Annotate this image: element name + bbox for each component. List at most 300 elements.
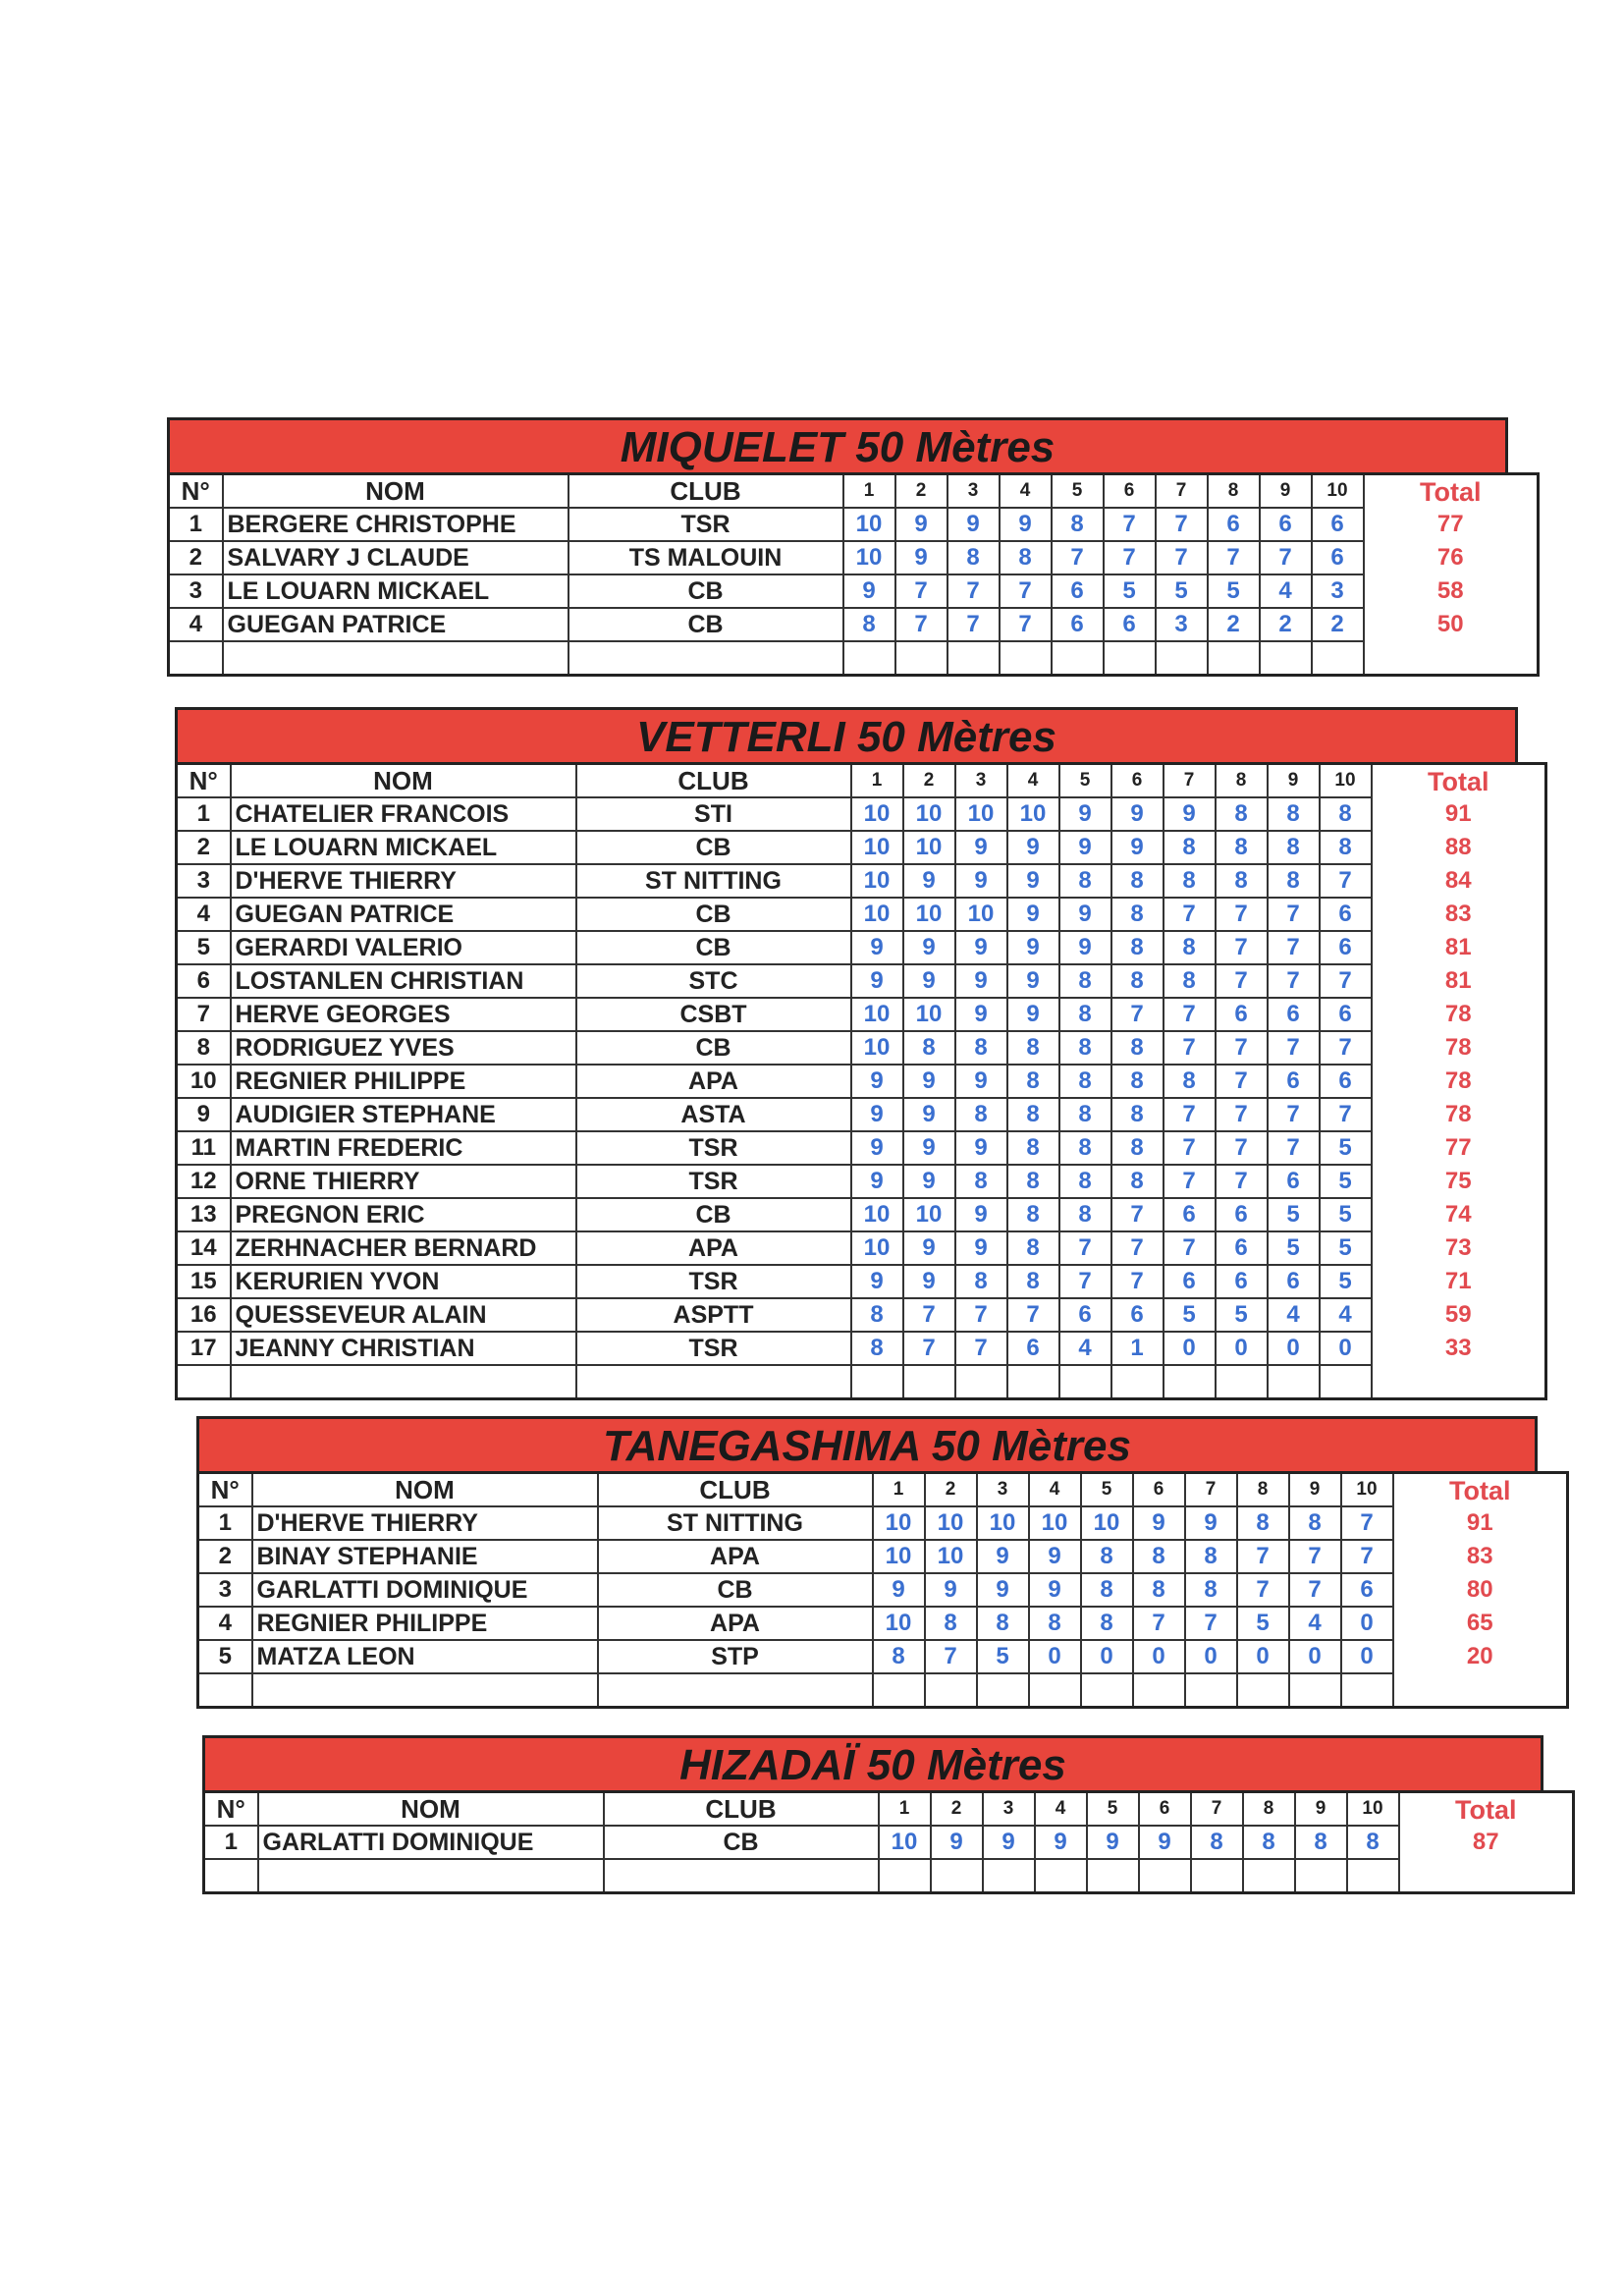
empty-cell xyxy=(1320,1365,1372,1399)
score-cell: 9 xyxy=(1133,1506,1185,1540)
score-cell: 9 xyxy=(1111,797,1164,831)
score-cell: 7 xyxy=(955,1298,1007,1332)
score-cell: 7 xyxy=(1164,1131,1216,1165)
score-cell: 9 xyxy=(925,1573,977,1607)
score-cell: 9 xyxy=(903,931,955,964)
score-cell: 7 xyxy=(1260,541,1312,574)
table-row xyxy=(177,964,1546,998)
score-cell: 9 xyxy=(977,1573,1029,1607)
score-cell: 0 xyxy=(1185,1640,1237,1673)
score-cell: 8 xyxy=(1216,864,1268,898)
score-cell: 8 xyxy=(1059,1198,1111,1231)
round-header: 1 xyxy=(851,764,903,798)
total-cell: 84 xyxy=(1372,864,1546,898)
table-row xyxy=(177,931,1546,964)
score-cell: 8 xyxy=(1216,797,1268,831)
score-cell: 8 xyxy=(1111,931,1164,964)
score-cell: 8 xyxy=(1164,864,1216,898)
table-row xyxy=(177,864,1546,898)
section-title: MIQUELET 50 Mètres xyxy=(167,417,1508,472)
score-cell: 0 xyxy=(1133,1640,1185,1673)
score-cell: 8 xyxy=(1216,831,1268,864)
total-cell: 77 xyxy=(1372,1131,1546,1165)
empty-cell xyxy=(843,641,895,676)
table-row xyxy=(177,998,1546,1031)
score-cell: 10 xyxy=(851,898,903,931)
club-cell: CB xyxy=(576,831,851,864)
score-cell: 8 xyxy=(1164,1065,1216,1098)
score-cell: 8 xyxy=(1029,1607,1081,1640)
score-cell: 5 xyxy=(1237,1607,1289,1640)
round-header: 10 xyxy=(1312,474,1364,509)
empty-cell xyxy=(1372,1365,1546,1399)
score-cell: 8 xyxy=(1059,1165,1111,1198)
empty-cell xyxy=(1208,641,1260,676)
rank-cell: 8 xyxy=(177,1031,231,1065)
name-cell: BINAY STEPHANIE xyxy=(252,1540,598,1573)
score-cell: 9 xyxy=(1029,1540,1081,1573)
score-cell: 5 xyxy=(1320,1231,1372,1265)
total-cell: 59 xyxy=(1372,1298,1546,1332)
empty-cell xyxy=(1111,1365,1164,1399)
score-cell: 10 xyxy=(903,1198,955,1231)
score-cell: 8 xyxy=(1133,1540,1185,1573)
score-cell: 9 xyxy=(851,964,903,998)
score-cell: 6 xyxy=(1216,1265,1268,1298)
name-cell: MATZA LEON xyxy=(252,1640,598,1673)
score-cell: 9 xyxy=(977,1540,1029,1573)
total-cell: 83 xyxy=(1393,1540,1568,1573)
club-cell: CB xyxy=(576,931,851,964)
club-cell: CB xyxy=(576,898,851,931)
table-row xyxy=(169,574,1539,608)
score-cell: 8 xyxy=(1007,1065,1059,1098)
score-cell: 7 xyxy=(1268,931,1320,964)
total-cell: 58 xyxy=(1364,574,1539,608)
empty-cell xyxy=(1156,641,1208,676)
rank-cell: 4 xyxy=(169,608,223,641)
score-cell: 10 xyxy=(873,1540,925,1573)
score-cell: 9 xyxy=(903,1165,955,1198)
total-cell: 78 xyxy=(1372,1098,1546,1131)
score-cell: 6 xyxy=(1268,1065,1320,1098)
score-cell: 9 xyxy=(1007,864,1059,898)
round-header: 2 xyxy=(895,474,947,509)
club-cell: TS MALOUIN xyxy=(568,541,843,574)
score-cell: 9 xyxy=(903,1098,955,1131)
score-cell: 6 xyxy=(1111,1298,1164,1332)
rank-cell: 2 xyxy=(169,541,223,574)
rank-cell: 16 xyxy=(177,1298,231,1332)
score-cell: 6 xyxy=(1059,1298,1111,1332)
club-cell: STC xyxy=(576,964,851,998)
total-cell: 50 xyxy=(1364,608,1539,641)
empty-cell xyxy=(576,1365,851,1399)
score-cell: 8 xyxy=(1289,1506,1341,1540)
score-cell: 7 xyxy=(1111,1231,1164,1265)
club-cell: STI xyxy=(576,797,851,831)
score-cell: 2 xyxy=(1260,608,1312,641)
score-cell: 8 xyxy=(1059,864,1111,898)
score-cell: 7 xyxy=(1268,1031,1320,1065)
empty-cell xyxy=(1347,1859,1399,1893)
score-cell: 7 xyxy=(1216,964,1268,998)
score-cell: 7 xyxy=(1320,964,1372,998)
section-tanegashima xyxy=(196,1416,1538,1709)
score-cell: 9 xyxy=(955,998,1007,1031)
round-header: 3 xyxy=(955,764,1007,798)
club-cell: APA xyxy=(598,1607,873,1640)
score-cell: 5 xyxy=(1320,1131,1372,1165)
score-cell: 6 xyxy=(1052,608,1104,641)
score-cell: 7 xyxy=(1216,1098,1268,1131)
empty-cell xyxy=(204,1859,258,1893)
score-cell: 9 xyxy=(895,541,947,574)
rank-cell: 15 xyxy=(177,1265,231,1298)
score-cell: 8 xyxy=(1268,864,1320,898)
score-cell: 9 xyxy=(1185,1506,1237,1540)
score-cell: 7 xyxy=(1059,1265,1111,1298)
score-cell: 8 xyxy=(1111,898,1164,931)
total-cell: 33 xyxy=(1372,1332,1546,1365)
total-cell: 71 xyxy=(1372,1265,1546,1298)
round-header: 3 xyxy=(983,1792,1035,1827)
round-header: 7 xyxy=(1185,1473,1237,1507)
score-cell: 7 xyxy=(1000,608,1052,641)
score-cell: 6 xyxy=(1268,1265,1320,1298)
score-cell: 5 xyxy=(1104,574,1156,608)
empty-cell xyxy=(1052,641,1104,676)
score-cell: 7 xyxy=(1320,1098,1372,1131)
score-cell: 7 xyxy=(1237,1540,1289,1573)
score-cell: 9 xyxy=(851,1165,903,1198)
table-row xyxy=(177,1165,1546,1198)
rank-header: N° xyxy=(177,764,231,798)
score-cell: 8 xyxy=(955,1031,1007,1065)
empty-cell xyxy=(873,1673,925,1708)
rank-cell: 12 xyxy=(177,1165,231,1198)
round-header: 2 xyxy=(925,1473,977,1507)
score-cell: 10 xyxy=(903,998,955,1031)
score-cell: 8 xyxy=(1059,1031,1111,1065)
score-cell: 10 xyxy=(851,1031,903,1065)
score-cell: 5 xyxy=(977,1640,1029,1673)
score-cell: 2 xyxy=(1208,608,1260,641)
score-cell: 10 xyxy=(903,797,955,831)
total-header: Total xyxy=(1399,1792,1574,1827)
score-cell: 8 xyxy=(1164,964,1216,998)
name-cell: PREGNON ERIC xyxy=(231,1198,576,1231)
score-cell: 0 xyxy=(1341,1607,1393,1640)
empty-row xyxy=(204,1859,1574,1893)
score-cell: 9 xyxy=(955,1198,1007,1231)
score-cell: 7 xyxy=(1164,1098,1216,1131)
round-header: 9 xyxy=(1260,474,1312,509)
score-cell: 7 xyxy=(1216,1165,1268,1198)
score-cell: 9 xyxy=(1029,1573,1081,1607)
score-cell: 5 xyxy=(1164,1298,1216,1332)
table-row xyxy=(177,1131,1546,1165)
empty-row xyxy=(198,1673,1568,1708)
rank-cell: 17 xyxy=(177,1332,231,1365)
empty-cell xyxy=(925,1673,977,1708)
score-cell: 10 xyxy=(851,797,903,831)
total-cell: 83 xyxy=(1372,898,1546,931)
score-cell: 10 xyxy=(851,831,903,864)
score-cell: 7 xyxy=(1059,1231,1111,1265)
empty-cell xyxy=(1191,1859,1243,1893)
score-cell: 7 xyxy=(895,574,947,608)
rank-cell: 14 xyxy=(177,1231,231,1265)
round-header: 2 xyxy=(903,764,955,798)
score-cell: 8 xyxy=(1007,1031,1059,1065)
section-title: TANEGASHIMA 50 Mètres xyxy=(196,1416,1538,1471)
total-cell: 75 xyxy=(1372,1165,1546,1198)
score-cell: 10 xyxy=(1029,1506,1081,1540)
club-cell: TSR xyxy=(576,1332,851,1365)
score-cell: 6 xyxy=(1007,1332,1059,1365)
score-cell: 7 xyxy=(1216,931,1268,964)
club-cell: CB xyxy=(568,608,843,641)
empty-cell xyxy=(177,1365,231,1399)
score-cell: 10 xyxy=(873,1506,925,1540)
name-cell: ORNE THIERRY xyxy=(231,1165,576,1198)
round-header: 3 xyxy=(977,1473,1029,1507)
score-cell: 8 xyxy=(1185,1573,1237,1607)
round-header: 6 xyxy=(1104,474,1156,509)
score-cell: 7 xyxy=(1268,1131,1320,1165)
empty-cell xyxy=(1104,641,1156,676)
score-cell: 8 xyxy=(1295,1826,1347,1859)
table-row xyxy=(198,1573,1568,1607)
score-cell: 8 xyxy=(1007,1165,1059,1198)
total-cell: 77 xyxy=(1364,508,1539,541)
empty-cell xyxy=(903,1365,955,1399)
total-cell: 80 xyxy=(1393,1573,1568,1607)
score-cell: 5 xyxy=(1320,1198,1372,1231)
score-cell: 8 xyxy=(851,1298,903,1332)
score-cell: 9 xyxy=(1087,1826,1139,1859)
score-cell: 7 xyxy=(903,1298,955,1332)
score-cell: 4 xyxy=(1268,1298,1320,1332)
empty-cell xyxy=(851,1365,903,1399)
round-header: 6 xyxy=(1111,764,1164,798)
round-header: 1 xyxy=(879,1792,931,1827)
score-cell: 7 xyxy=(955,1332,1007,1365)
score-cell: 5 xyxy=(1156,574,1208,608)
score-cell: 7 xyxy=(1237,1573,1289,1607)
score-cell: 8 xyxy=(1164,931,1216,964)
score-cell: 9 xyxy=(1007,898,1059,931)
rank-cell: 3 xyxy=(169,574,223,608)
round-header: 8 xyxy=(1237,1473,1289,1507)
name-header: NOM xyxy=(223,474,568,509)
club-cell: ST NITTING xyxy=(576,864,851,898)
score-cell: 10 xyxy=(925,1506,977,1540)
empty-cell xyxy=(1081,1673,1133,1708)
empty-cell xyxy=(568,641,843,676)
score-cell: 9 xyxy=(903,864,955,898)
score-cell: 8 xyxy=(1185,1540,1237,1573)
table-row xyxy=(169,541,1539,574)
section-miquelet xyxy=(167,417,1508,677)
score-cell: 9 xyxy=(947,508,1000,541)
score-cell: 10 xyxy=(851,998,903,1031)
score-cell: 8 xyxy=(1007,1265,1059,1298)
score-cell: 8 xyxy=(977,1607,1029,1640)
score-cell: 8 xyxy=(1133,1573,1185,1607)
name-cell: REGNIER PHILIPPE xyxy=(231,1065,576,1098)
empty-row xyxy=(177,1365,1546,1399)
club-cell: CB xyxy=(604,1826,879,1859)
score-cell: 8 xyxy=(1007,1131,1059,1165)
total-header: Total xyxy=(1393,1473,1568,1507)
score-cell: 9 xyxy=(955,1131,1007,1165)
round-header: 4 xyxy=(1035,1792,1087,1827)
score-cell: 8 xyxy=(955,1098,1007,1131)
score-cell: 9 xyxy=(895,508,947,541)
club-cell: ASPTT xyxy=(576,1298,851,1332)
score-cell: 8 xyxy=(1268,797,1320,831)
rank-cell: 5 xyxy=(177,931,231,964)
table-row xyxy=(198,1506,1568,1540)
empty-cell xyxy=(1364,641,1539,676)
header-row xyxy=(177,764,1546,798)
score-cell: 7 xyxy=(1052,541,1104,574)
score-cell: 10 xyxy=(955,797,1007,831)
score-cell: 8 xyxy=(1111,1098,1164,1131)
score-cell: 7 xyxy=(1164,998,1216,1031)
score-cell: 7 xyxy=(1216,1065,1268,1098)
score-cell: 8 xyxy=(1052,508,1104,541)
round-header: 1 xyxy=(843,474,895,509)
rank-cell: 1 xyxy=(177,797,231,831)
empty-cell xyxy=(1268,1365,1320,1399)
round-header: 8 xyxy=(1243,1792,1295,1827)
table-row xyxy=(204,1826,1574,1859)
round-header: 9 xyxy=(1289,1473,1341,1507)
score-cell: 7 xyxy=(1268,898,1320,931)
empty-cell xyxy=(231,1365,576,1399)
score-cell: 9 xyxy=(903,1231,955,1265)
score-cell: 8 xyxy=(1164,831,1216,864)
score-cell: 8 xyxy=(851,1332,903,1365)
total-cell: 81 xyxy=(1372,931,1546,964)
empty-cell xyxy=(1289,1673,1341,1708)
score-cell: 8 xyxy=(1081,1607,1133,1640)
empty-cell xyxy=(1000,641,1052,676)
score-cell: 7 xyxy=(1341,1506,1393,1540)
score-cell: 7 xyxy=(1185,1607,1237,1640)
name-cell: REGNIER PHILIPPE xyxy=(252,1607,598,1640)
score-cell: 6 xyxy=(1216,1198,1268,1231)
score-cell: 9 xyxy=(903,964,955,998)
round-header: 5 xyxy=(1081,1473,1133,1507)
score-cell: 0 xyxy=(1320,1332,1372,1365)
score-cell: 9 xyxy=(1164,797,1216,831)
results-table xyxy=(202,1790,1575,1894)
score-cell: 7 xyxy=(1216,1031,1268,1065)
name-cell: LE LOUARN MICKAEL xyxy=(231,831,576,864)
name-cell: GARLATTI DOMINIQUE xyxy=(252,1573,598,1607)
total-cell: 78 xyxy=(1372,1031,1546,1065)
name-cell: D'HERVE THIERRY xyxy=(231,864,576,898)
score-cell: 7 xyxy=(1289,1540,1341,1573)
score-cell: 6 xyxy=(1268,1165,1320,1198)
score-cell: 10 xyxy=(1081,1506,1133,1540)
name-cell: SALVARY J CLAUDE xyxy=(223,541,568,574)
empty-cell xyxy=(1164,1365,1216,1399)
score-cell: 7 xyxy=(1007,1298,1059,1332)
name-cell: JEANNY CHRISTIAN xyxy=(231,1332,576,1365)
empty-cell xyxy=(895,641,947,676)
name-cell: AUDIGIER STEPHANE xyxy=(231,1098,576,1131)
table-row xyxy=(177,1098,1546,1131)
score-cell: 6 xyxy=(1164,1265,1216,1298)
name-cell: D'HERVE THIERRY xyxy=(252,1506,598,1540)
score-cell: 8 xyxy=(1111,864,1164,898)
round-header: 6 xyxy=(1139,1792,1191,1827)
score-cell: 8 xyxy=(1111,1065,1164,1098)
score-cell: 9 xyxy=(851,1131,903,1165)
score-cell: 9 xyxy=(1007,831,1059,864)
empty-cell xyxy=(1087,1859,1139,1893)
score-cell: 5 xyxy=(1320,1265,1372,1298)
score-cell: 9 xyxy=(1111,831,1164,864)
rank-cell: 11 xyxy=(177,1131,231,1165)
score-cell: 9 xyxy=(1059,931,1111,964)
score-cell: 9 xyxy=(1059,797,1111,831)
score-cell: 8 xyxy=(1237,1506,1289,1540)
name-cell: GARLATTI DOMINIQUE xyxy=(258,1826,604,1859)
empty-cell xyxy=(931,1859,983,1893)
rank-cell: 1 xyxy=(204,1826,258,1859)
score-cell: 0 xyxy=(1029,1640,1081,1673)
score-cell: 10 xyxy=(903,831,955,864)
name-cell: RODRIGUEZ YVES xyxy=(231,1031,576,1065)
total-cell: 76 xyxy=(1364,541,1539,574)
score-cell: 8 xyxy=(1111,1131,1164,1165)
table-row xyxy=(177,1231,1546,1265)
score-cell: 6 xyxy=(1320,898,1372,931)
name-cell: HERVE GEORGES xyxy=(231,998,576,1031)
empty-cell xyxy=(1295,1859,1347,1893)
round-header: 1 xyxy=(873,1473,925,1507)
empty-cell xyxy=(947,641,1000,676)
empty-cell xyxy=(1260,641,1312,676)
score-cell: 9 xyxy=(1059,831,1111,864)
total-cell: 78 xyxy=(1372,998,1546,1031)
empty-cell xyxy=(1035,1859,1087,1893)
score-cell: 5 xyxy=(1208,574,1260,608)
score-cell: 8 xyxy=(1111,1031,1164,1065)
section-title: VETTERLI 50 Mètres xyxy=(175,707,1518,762)
rank-cell: 2 xyxy=(177,831,231,864)
name-cell: KERURIEN YVON xyxy=(231,1265,576,1298)
club-cell: TSR xyxy=(576,1165,851,1198)
score-cell: 9 xyxy=(903,1131,955,1165)
score-cell: 1 xyxy=(1111,1332,1164,1365)
score-cell: 9 xyxy=(1000,508,1052,541)
table-row xyxy=(177,1198,1546,1231)
round-header: 10 xyxy=(1341,1473,1393,1507)
club-cell: APA xyxy=(598,1540,873,1573)
score-cell: 9 xyxy=(1007,964,1059,998)
score-cell: 7 xyxy=(1156,541,1208,574)
score-cell: 9 xyxy=(983,1826,1035,1859)
score-cell: 8 xyxy=(1191,1826,1243,1859)
round-header: 8 xyxy=(1208,474,1260,509)
